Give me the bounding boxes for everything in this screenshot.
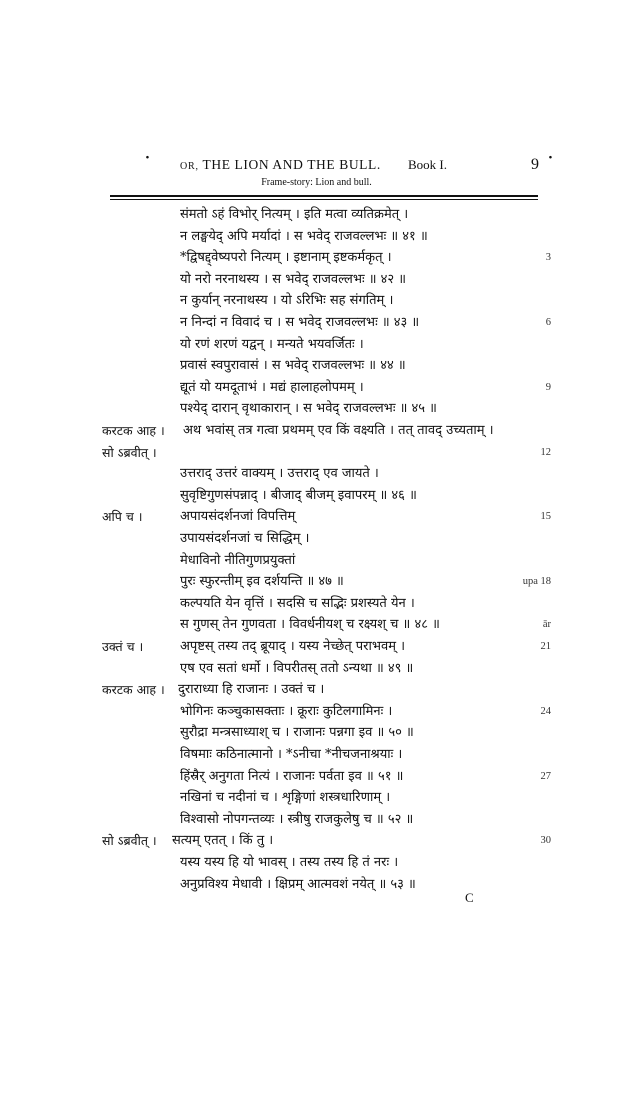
speaker-label: अपि च । [102, 509, 143, 525]
verse-text: एष एव सतां धर्मो । विपरीतस् ततो ऽन्यथा ॥ ४९ ॥ [180, 660, 414, 676]
text-line [0, 744, 633, 766]
text-line [0, 722, 633, 744]
verse-text: दुराराध्या हि राजानः । उक्तं च । [178, 682, 325, 698]
text-line [0, 247, 633, 269]
verse-text: यो रणं शरणं यद्वन् । मन्यते भयवर्जितः । [180, 336, 364, 352]
verse-text: भोगिनः कञ्चुकासक्ताः । क्रूराः कुटिलगामिनः । [180, 703, 393, 719]
header-rule [110, 195, 538, 197]
line-number: 12 [540, 446, 551, 458]
text-line [0, 204, 633, 226]
text-line [0, 290, 633, 312]
verse-text: हिंस्रैर् अनुगता नित्यं । राजानः पर्वता इव ॥ ५१ ॥ [180, 768, 404, 784]
text-line [0, 226, 633, 248]
verse-text: द्यूतं यो यमदूताभं । मद्यं हालाहलोपमम् । [180, 379, 364, 395]
verse-text: अपायसंदर्शनजां विपत्तिम् [180, 509, 296, 525]
verse-text: मेधाविनो नीतिगुणप्रयुक्तां [180, 552, 296, 568]
verse-text: सत्यम् एतत् । किं तु । [172, 833, 274, 849]
header-title: THE LION AND THE BULL. [202, 157, 381, 172]
text-line [0, 852, 633, 874]
text-line [0, 874, 633, 896]
speaker-label: सो ऽब्रवीत् । [102, 444, 157, 460]
text-line [0, 420, 633, 442]
text-line [0, 355, 633, 377]
text-line [0, 398, 633, 420]
header-or: OR, [180, 161, 199, 172]
verse-text: न निन्दां न विवादं च । स भवेद् राजवल्लभः ॥ ४३ ॥ [180, 315, 420, 330]
line-number: 30 [540, 835, 551, 847]
text-line [0, 830, 633, 852]
print-speck: · [548, 150, 553, 166]
verse-text: विषमाः कठिनात्मानो । *ऽनीचा *नीचजनाश्रयाः । [180, 747, 403, 762]
verse-text: नखिनां च नदीनां च । शृङ्गिणां शस्त्रधारिणाम् । [180, 790, 391, 806]
text-line [0, 485, 633, 507]
verse-text: विश्वासो नोपगन्तव्यः । स्त्रीषु राजकुलेषु च ॥ ५२ ॥ [180, 811, 414, 827]
text-line [0, 766, 633, 788]
text-line [0, 334, 633, 356]
text-line [0, 442, 633, 464]
text-line [0, 658, 633, 680]
verse-text: अथ भवांस् तत्र गत्वा प्रथमम् एव किं वक्ष्यति । तत् तावद् उच्यताम् । [183, 423, 494, 438]
line-number: upa 18 [522, 576, 551, 588]
header-subtitle: Frame-story: Lion and bull. [261, 177, 372, 188]
text-line [0, 463, 633, 485]
book-label: Book I. [408, 157, 447, 172]
verse-text: उपायसंदर्शनजां च सिद्धिम् । [180, 531, 310, 546]
verse-text: उत्तराद् उत्तरं वाक्यम् । उत्तराद् एव जायते । [180, 466, 379, 482]
speaker-label: सो ऽब्रवीत् । [102, 833, 157, 849]
verse-text: अनुप्रविश्य मेधावी । क्षिप्रम् आत्मवशं नयेत् ॥ ५३ ॥ [180, 876, 416, 892]
verse-text: प्रवासं स्वपुरावासं । स भवेद् राजवल्लभः ॥ ४४ ॥ [180, 358, 406, 374]
verse-text: न लङ्घयेद् अपि मर्यादां । स भवेद् राजवल्लभः ॥ ४१ ॥ [180, 228, 428, 244]
verse-text: स गुणस् तेन गुणवता । विवर्धनीयश् च रक्ष्यश् च ॥ ४८ ॥ [180, 617, 440, 633]
verse-text: संमतो ऽहं विभोर् नित्यम् । इति मत्वा व्यतिक्रमेत् । [180, 207, 409, 222]
text-line [0, 679, 633, 701]
verse-text: कल्पयति येन वृत्तिं । सदसि च सद्भिः प्रशस्यते येन । [180, 595, 415, 611]
verse-text: अपृष्टस् तस्य तद् ब्रूयाद् । यस्य नेच्छेत् पराभवम् । [180, 639, 406, 654]
text-line [0, 312, 633, 334]
verse-text: सुरौद्रा मन्त्रसाध्याश् च । राजानः पन्नगा इव ॥ ५० ॥ [180, 725, 414, 741]
text-line [0, 506, 633, 528]
speaker-label: करटक आह । [102, 423, 165, 438]
line-number: ār [542, 619, 551, 631]
verse-text: न कुर्यान् नरनाथस्य । यो ऽरिभिः सह संगतिम् । [180, 293, 394, 309]
text-line [0, 550, 633, 572]
page-number: 9 [531, 156, 539, 173]
text-line [0, 571, 633, 593]
verse-text: सुवृष्टिगुणसंपन्नाद् । बीजाद् बीजम् इवापरम् ॥ ४६ ॥ [180, 487, 417, 503]
verse-text: यस्य यस्य हि यो भावस् । तस्य तस्य हि तं नरः । [180, 855, 399, 870]
verse-text: पुरः स्फुरन्तीम् इव दर्शयन्ति ॥ ४७ ॥ [180, 574, 344, 590]
print-speck: · [145, 150, 150, 166]
text-line [0, 614, 633, 636]
text-line [0, 701, 633, 723]
speaker-label: करटक आह । [102, 682, 165, 698]
signature-mark: C [465, 890, 474, 905]
text-line [0, 377, 633, 399]
verse-text: यो नरो नरनाथस्य । स भवेद् राजवल्लभः ॥ ४२ ॥ [180, 271, 407, 287]
verse-text: पश्येद् दारान् वृथाकारान् । स भवेद् राजवल्लभः ॥ ४५ ॥ [180, 401, 437, 417]
speaker-label: उक्तं च । [102, 639, 144, 654]
header-rule-thin [110, 199, 538, 200]
text-line [0, 593, 633, 615]
text-line [0, 636, 633, 658]
line-number: 15 [540, 511, 551, 523]
line-number: 3 [545, 252, 551, 264]
text-line [0, 787, 633, 809]
line-number: 24 [540, 705, 551, 717]
text-line [0, 269, 633, 291]
verse-text: *द्विषद्द्वेष्यपरो नित्यम् । इष्टानाम् इष्टकर्मकृत् । [180, 250, 392, 266]
text-line [0, 809, 633, 831]
line-number: 6 [545, 317, 551, 328]
text-line [0, 528, 633, 550]
line-number: 9 [545, 381, 551, 393]
line-number: 21 [540, 641, 551, 652]
line-number: 27 [540, 770, 551, 782]
running-header [180, 157, 430, 173]
